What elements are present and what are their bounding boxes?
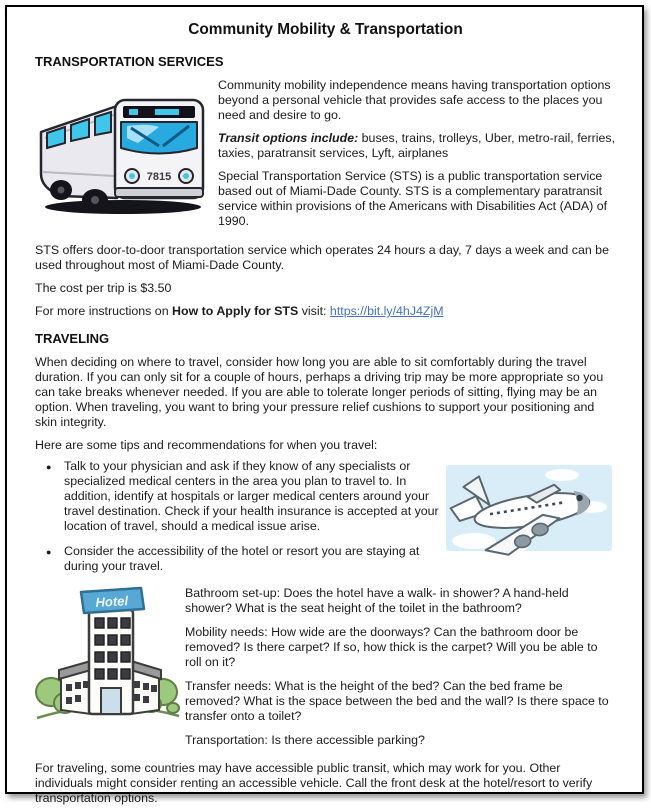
- hotel-checklist-column: [185, 586, 616, 757]
- bus-icon: [31, 76, 209, 218]
- apply-sts-link[interactable]: https://bit.ly/4hJ4ZjM: [329, 304, 444, 318]
- sts-description-paragraph: Special Transportation Service (STS) is a public transportation service based out of Miami-Dade County. STS is a complementary paratransit service within provisions of the Americans with Disabilities Act (ADA) of 1990.: [218, 169, 608, 228]
- tips-column: [35, 459, 444, 584]
- tips-list: [35, 459, 444, 574]
- page-title: Community Mobility & Transportation: [188, 21, 463, 38]
- bus-clipart-image: [31, 76, 209, 237]
- heading-traveling: TRAVELING: [35, 331, 110, 346]
- document-page: [5, 5, 644, 805]
- airplane-clipart-image: [444, 463, 616, 584]
- transportation-text-column: [218, 78, 616, 237]
- hotel-row: [35, 586, 616, 757]
- transportation-item: [185, 733, 616, 748]
- hotel-clipart-image: [33, 582, 183, 757]
- bathroom-setup-text: Does the hotel have a walk- in shower? A hand-held shower? What is the seat height of the toilet in the bathroom?: [185, 586, 569, 615]
- apply-prefix-text: For more instructions on: [35, 304, 173, 318]
- apply-middle-text: visit:: [298, 304, 330, 318]
- bathroom-setup-item: [185, 586, 616, 616]
- bus-number-label: 7815: [146, 171, 172, 183]
- tip-item-physician: ● Talk to your physician and ask if they know of any specialists or specialized medical centers in the area you plan to travel to. In addition, identify at hospitals or larger medical centers around your travel destination. Check if your health insurance is accepted at your location of travel, should a medical issue arise.: [35, 459, 444, 534]
- heading-transportation-services: TRANSPORTATION SERVICES: [35, 54, 224, 69]
- tips-lead-paragraph: Here are some tips and recommendations for when you travel:: [35, 438, 378, 452]
- transit-options-lead: Transit options include:: [218, 131, 359, 145]
- airplane-icon: [444, 463, 616, 567]
- transit-options-list: buses, trains, trolleys, Uber, metro-rail, ferries, taxies, paratransit services, Lyft, airplanes: [218, 131, 616, 160]
- transfer-needs-text: What is the height of the bed? Can the bed frame be removed? What is the space between the bed and the wall? Is there space to transfer onto a toilet?: [185, 679, 609, 723]
- transfer-needs-label: Transfer needs:: [185, 679, 272, 693]
- transfer-needs-item: [185, 679, 616, 724]
- mobility-needs-item: [185, 625, 616, 670]
- mobility-needs-text: How wide are the doorways? Can the bathroom door be removed? Is there carpet? If so, how thick is the carpet? Will you be able to roll on it?: [185, 625, 598, 669]
- closing-paragraph: For traveling, some countries may have accessible public transit, which may work for you. Other individuals might consider renting an accessible vehicle. Call the front desk at the hotel/resort to verify transportation options.: [35, 761, 593, 805]
- transportation-row: [35, 78, 616, 237]
- mobility-needs-label: Mobility needs:: [185, 625, 268, 639]
- apply-paragraph: [35, 304, 616, 319]
- transit-options-paragraph: [218, 131, 616, 161]
- hotel-icon: [33, 582, 183, 730]
- bathroom-setup-label: Bathroom set-up:: [185, 586, 281, 600]
- transportation-text: Is there accessible parking?: [267, 733, 425, 747]
- page-content: [7, 7, 642, 806]
- tip-item-accessibility: ● Consider the accessibility of the hotel or resort you are staying at during your travel.: [35, 544, 444, 574]
- apply-bold-text: How to Apply for STS: [172, 304, 299, 318]
- sts-hours-paragraph: STS offers door-to-door transportation service which operates 24 hours a day, 7 days a week and can be used throughout most of Miami-Dade County.: [35, 243, 609, 272]
- traveling-intro-paragraph: When deciding on where to travel, consider how long you are able to sit comfortably during the travel duration. If you can only sit for a couple of hours, perhaps a driving trip may be more appropriate so you can take breaks whenever needed. If you are able to tolerate longer periods of sitting, flying may be an option. When traveling, you want to bring your pressure relief cushions to support your positioning and skin integrity.: [35, 355, 604, 429]
- intro-paragraph: Community mobility independence means having transportation options beyond a personal vehicle that provides safe access to the places you need and desire to go.: [218, 78, 611, 122]
- hotel-sign-label: Hotel: [95, 593, 129, 610]
- tips-row: [35, 459, 616, 584]
- cost-paragraph: The cost per trip is $3.50: [35, 281, 172, 295]
- transportation-label: Transportation:: [185, 733, 268, 747]
